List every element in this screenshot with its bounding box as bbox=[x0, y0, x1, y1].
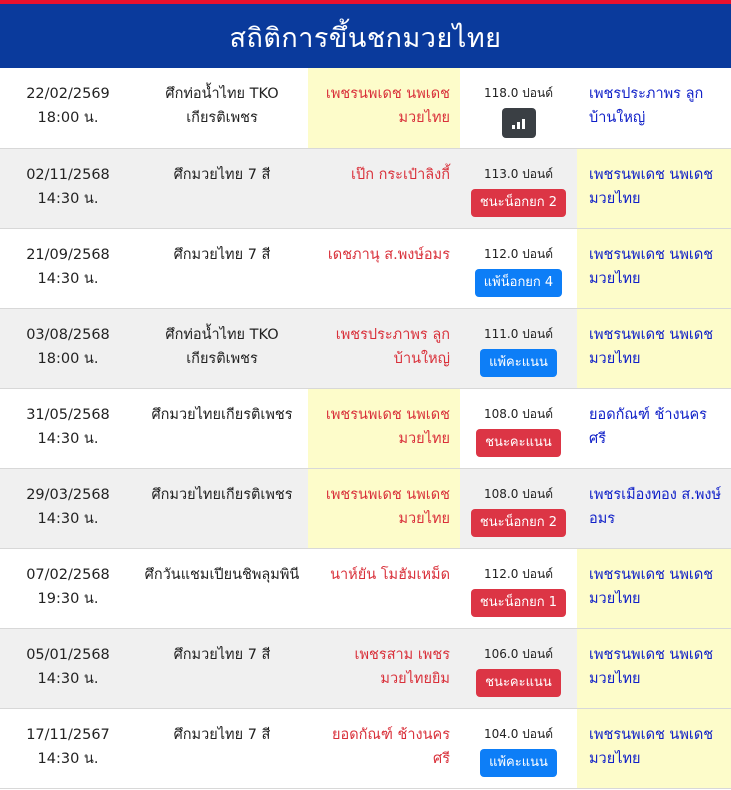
fight-row bbox=[0, 68, 731, 148]
result-badge: ชนะน็อกยก 2 bbox=[471, 189, 566, 217]
fight-date: 17/11/2567 bbox=[26, 726, 110, 743]
fight-date-cell bbox=[0, 308, 136, 388]
fight-date: 07/02/2568 bbox=[26, 566, 110, 583]
weight-class: 112.0 ปอนด์ bbox=[484, 246, 553, 261]
red-corner-fighter[interactable]: เพชรนพเดช นพเดชมวยไทย bbox=[308, 388, 460, 468]
fight-time: 19:30 น. bbox=[37, 590, 99, 607]
blue-corner-fighter[interactable]: เพชรนพเดช นพเดชมวยไทย bbox=[577, 308, 731, 388]
weight-class: 108.0 ปอนด์ bbox=[484, 486, 553, 501]
red-corner-fighter[interactable]: ยอดกัณฑ์ ช้างนครศรี bbox=[332, 726, 450, 767]
blue-corner-fighter[interactable]: เพชรเมืองทอง ส.พงษ์อมร bbox=[589, 486, 722, 527]
weight-class: 108.0 ปอนด์ bbox=[484, 406, 553, 421]
weight-result-cell bbox=[460, 388, 577, 468]
fight-date-cell bbox=[0, 708, 136, 788]
fight-date-cell bbox=[0, 468, 136, 548]
fight-date: 21/09/2568 bbox=[26, 246, 110, 263]
weight-result-cell bbox=[460, 708, 577, 788]
fight-date: 03/08/2568 bbox=[26, 326, 110, 343]
weight-class: 111.0 ปอนด์ bbox=[484, 326, 553, 341]
red-corner-fighter[interactable]: เดชภานุ ส.พงษ์อมร bbox=[327, 246, 450, 263]
fight-row bbox=[0, 148, 731, 228]
blue-corner-fighter[interactable]: เพชรนพเดช นพเดชมวยไทย bbox=[577, 228, 731, 308]
fight-date-cell bbox=[0, 228, 136, 308]
weight-class: 112.0 ปอนด์ bbox=[484, 566, 553, 581]
weight-result-cell bbox=[460, 228, 577, 308]
result-badge: ชนะน็อกยก 2 bbox=[471, 509, 566, 537]
weight-result-cell bbox=[460, 148, 577, 228]
event-name: ศึกท่อน้ำไทย TKO เกียรติเพชร bbox=[165, 86, 279, 126]
weight-result-cell bbox=[460, 548, 577, 628]
fight-date: 29/03/2568 bbox=[26, 486, 110, 503]
weight-result-cell bbox=[460, 628, 577, 708]
fight-time: 18:00 น. bbox=[37, 110, 99, 126]
weight-result-cell bbox=[460, 468, 577, 548]
result-badge: ชนะน็อกยก 1 bbox=[471, 589, 566, 617]
fight-time: 14:30 น. bbox=[37, 510, 99, 527]
event-name: ศึกมวยไทย 7 สี bbox=[173, 726, 271, 743]
result-badge: ชนะคะแนน bbox=[476, 429, 561, 457]
weight-result-cell bbox=[460, 68, 577, 148]
fight-row bbox=[0, 708, 731, 788]
red-corner-fighter[interactable]: เพชรนพเดช นพเดชมวยไทย bbox=[308, 68, 460, 148]
blue-corner-fighter[interactable]: เพชรนพเดช นพเดชมวยไทย bbox=[577, 148, 731, 228]
weight-class: 118.0 ปอนด์ bbox=[484, 86, 553, 100]
fight-date: 31/05/2568 bbox=[26, 406, 110, 423]
result-badge: แพ้คะแนน bbox=[480, 349, 557, 377]
event-name: ศึกมวยไทย 7 สี bbox=[173, 246, 271, 263]
result-badge: ชนะคะแนน bbox=[476, 669, 561, 697]
blue-corner-fighter[interactable]: เพชรประภาพร ลูกบ้านใหญ่ bbox=[589, 86, 704, 126]
fight-date-cell bbox=[0, 628, 136, 708]
fight-row bbox=[0, 548, 731, 628]
weight-class: 113.0 ปอนด์ bbox=[484, 166, 553, 181]
fight-date-cell bbox=[0, 548, 136, 628]
blue-corner-fighter[interactable]: เพชรนพเดช นพเดชมวยไทย bbox=[577, 628, 731, 708]
red-corner-fighter[interactable]: นาห์ยัน โมฮัมเหม็ด bbox=[330, 566, 450, 583]
red-corner-fighter[interactable]: เพชรนพเดช นพเดชมวยไทย bbox=[308, 468, 460, 548]
fight-time: 14:30 น. bbox=[37, 270, 99, 287]
fight-date-cell bbox=[0, 68, 136, 148]
weight-result-cell bbox=[460, 308, 577, 388]
weight-class: 104.0 ปอนด์ bbox=[484, 726, 553, 741]
fight-row bbox=[0, 388, 731, 468]
bar-chart-icon[interactable] bbox=[502, 108, 536, 138]
red-corner-fighter[interactable]: เพชรสาม เพชรมวยไทยยิม bbox=[354, 646, 450, 687]
fight-date-cell bbox=[0, 148, 136, 228]
event-name: ศึกวันแชมเปียนชิพลุมพินี bbox=[144, 566, 300, 583]
event-name: ศึกท่อน้ำไทย TKO เกียรติเพชร bbox=[165, 326, 279, 367]
fight-date: 22/02/2569 bbox=[26, 86, 110, 102]
fight-time: 14:30 น. bbox=[37, 750, 99, 767]
fight-date: 05/01/2568 bbox=[26, 646, 110, 663]
blue-corner-fighter[interactable]: ยอดกัณฑ์ ช้างนครศรี bbox=[589, 406, 707, 447]
fight-row bbox=[0, 308, 731, 388]
event-name: ศึกมวยไทยเกียรติเพชร bbox=[151, 406, 293, 423]
weight-class: 106.0 ปอนด์ bbox=[484, 646, 553, 661]
red-corner-fighter[interactable]: เพชรประภาพร ลูกบ้านใหญ่ bbox=[335, 326, 450, 367]
page-header bbox=[0, 4, 731, 68]
blue-corner-fighter[interactable]: เพชรนพเดช นพเดชมวยไทย bbox=[577, 548, 731, 628]
fight-date: 02/11/2568 bbox=[26, 166, 110, 183]
page-title: สถิติการขึ้นชกมวยไทย bbox=[229, 22, 502, 54]
fight-time: 18:00 น. bbox=[37, 350, 99, 367]
fight-time: 14:30 น. bbox=[37, 190, 99, 207]
event-name: ศึกมวยไทยเกียรติเพชร bbox=[151, 486, 293, 503]
fight-row bbox=[0, 628, 731, 708]
blue-corner-fighter[interactable]: เพชรนพเดช นพเดชมวยไทย bbox=[577, 708, 731, 788]
fight-time: 14:30 น. bbox=[37, 430, 99, 447]
fight-time: 14:30 น. bbox=[37, 670, 99, 687]
fight-row bbox=[0, 228, 731, 308]
red-corner-fighter[interactable]: เป๊ก กระเป๋าลิงกี้ bbox=[351, 166, 450, 183]
fight-date-cell bbox=[0, 388, 136, 468]
event-name: ศึกมวยไทย 7 สี bbox=[173, 166, 271, 183]
result-badge: แพ้คะแนน bbox=[480, 749, 557, 777]
result-badge: แพ้น็อกยก 4 bbox=[475, 269, 562, 297]
event-name: ศึกมวยไทย 7 สี bbox=[173, 646, 271, 663]
fight-record-table bbox=[0, 68, 731, 789]
fight-row bbox=[0, 468, 731, 548]
